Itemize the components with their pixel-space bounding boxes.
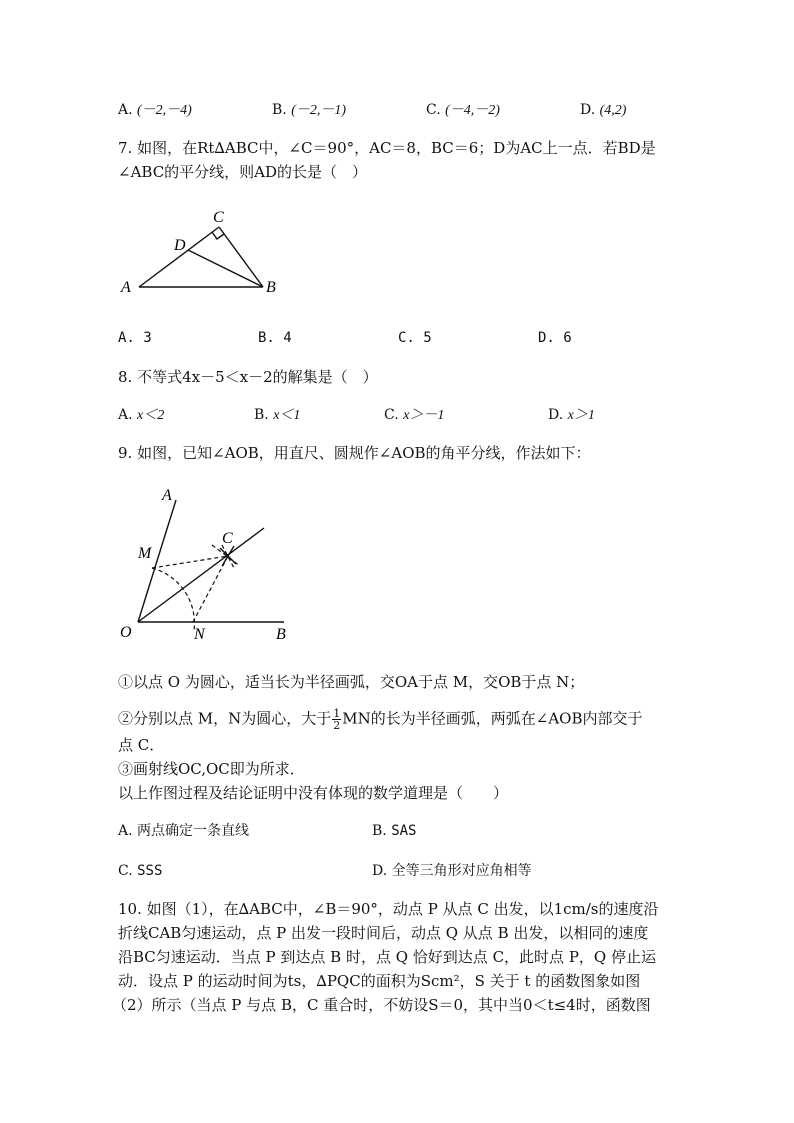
- option-value: SAS: [391, 823, 417, 839]
- option-letter: B.: [254, 407, 269, 423]
- step2-text-before: ②分别以点 M，N为圆心，大于: [118, 709, 332, 728]
- option-value: 3: [143, 330, 152, 346]
- option-value: 4: [283, 330, 292, 346]
- q9-step3: ③画射线OC,OC即为所求．: [118, 760, 305, 778]
- q9-option-b: [372, 821, 417, 841]
- option-value: x＞－1: [403, 408, 445, 423]
- label-n: N: [194, 626, 205, 643]
- q9-step2: [118, 708, 642, 731]
- q9-step1: ①以点 O 为圆心，适当长为半径画弧，交OA于点 M，交OB于点 N；: [118, 673, 585, 691]
- q8-option-c: [384, 405, 444, 426]
- option-value: (－2,－4): [137, 103, 192, 118]
- option-value: (－2,－1): [291, 103, 347, 118]
- option-letter: A.: [118, 407, 133, 423]
- label-c: C: [213, 209, 224, 226]
- q9-question: 以上作图过程及结论证明中没有体现的数学道理是（ ）: [118, 784, 509, 802]
- option-value: SSS: [137, 863, 163, 879]
- q10-line1: 10. 如图（1），在∆ABC中，∠B＝90°，动点 P 从点 C 出发，以1cm/s的速度沿: [118, 900, 659, 918]
- label-b: B: [276, 626, 286, 643]
- q6-option-a: [118, 100, 192, 121]
- q8-option-a: [118, 405, 164, 426]
- step2-text-after: MN的长为半径画弧，两弧在∠AOB内部交于: [342, 709, 643, 728]
- option-value: (4,2): [599, 103, 627, 118]
- fraction-numerator: 1: [333, 707, 341, 720]
- q10-line4: 动．设点 P 的运动时间为ts，∆PQC的面积为Scm²，S 关于 t 的函数图象如图: [118, 972, 641, 990]
- label-b: B: [266, 279, 276, 296]
- option-letter: B.: [272, 102, 287, 118]
- q7-option-c: [398, 328, 432, 348]
- label-a: A: [162, 487, 172, 504]
- option-value: 6: [563, 330, 572, 346]
- q9-step2-line2: 点 C．: [118, 736, 165, 754]
- fraction-one-half: [332, 708, 341, 731]
- q6-option-c: [426, 100, 500, 121]
- fraction-denominator: 2: [333, 719, 341, 732]
- option-letter: C.: [384, 407, 399, 423]
- option-letter: B.: [258, 330, 275, 346]
- q9-option-a: [118, 821, 249, 841]
- option-value: 全等三角形对应角相等: [391, 863, 532, 879]
- q8-option-d: [548, 405, 595, 426]
- q9-option-d: [372, 861, 532, 881]
- option-value: 5: [423, 330, 432, 346]
- q7-option-d: [538, 328, 572, 348]
- q7-option-a: [118, 328, 152, 348]
- option-letter: D.: [372, 863, 388, 879]
- label-a: A: [121, 279, 131, 296]
- cross-mark-1: [220, 548, 236, 564]
- option-letter: C.: [118, 863, 133, 879]
- cross-mark-2: [222, 546, 234, 566]
- option-letter: C.: [398, 330, 415, 346]
- q9-option-c: [118, 861, 162, 881]
- q7-option-b: [258, 328, 292, 348]
- arc-from-n: [222, 545, 234, 568]
- option-letter: A.: [118, 102, 133, 118]
- q6-option-d: [580, 100, 626, 121]
- ray-oc: [138, 528, 264, 622]
- label-d: D: [174, 237, 186, 254]
- arc-mn: [152, 568, 194, 630]
- option-value: x＜2: [137, 408, 165, 423]
- q10-line3: 沿BC匀速运动．当点 P 到达点 B 时，点 Q 恰好到达点 C，此时点 P，Q 停止运: [118, 948, 656, 966]
- option-value: (－4,－2): [445, 103, 500, 118]
- segment-mc: [152, 556, 228, 568]
- option-letter: D.: [548, 407, 564, 423]
- option-letter: A.: [118, 823, 133, 839]
- q7-stem-line2: ∠ABC的平分线，则AD的长是（ ）: [118, 163, 368, 181]
- segment-cb: [219, 227, 263, 287]
- ray-oa: [138, 500, 176, 622]
- option-letter: B.: [372, 823, 387, 839]
- segment-nc: [193, 556, 228, 622]
- q6-option-b: [272, 100, 346, 121]
- option-value: x＜1: [273, 408, 301, 423]
- option-letter: D.: [580, 102, 596, 118]
- q10-line5: （2）所示（当点 P 与点 B，C 重合时，不妨设S＝0，其中当0＜t≤4时，函数图: [112, 996, 651, 1014]
- option-value: 两点确定一条直线: [137, 823, 250, 839]
- option-letter: D.: [538, 330, 555, 346]
- segment-ac: [139, 227, 219, 287]
- right-angle-mark: [212, 232, 224, 239]
- q8-option-b: [254, 405, 300, 426]
- option-value: x＞1: [567, 408, 595, 423]
- label-m: M: [138, 545, 152, 562]
- q10-line2: 折线CAB匀速运动，点 P 出发一段时间后，动点 Q 从点 B 出发，以相同的速度: [118, 924, 649, 942]
- option-letter: C.: [426, 102, 441, 118]
- label-c: C: [222, 530, 233, 547]
- arc-from-m: [212, 545, 240, 566]
- q8-stem: 8. 不等式4x－5＜x－2的解集是（ ）: [118, 368, 378, 386]
- option-letter: A.: [118, 330, 135, 346]
- segment-bd: [188, 250, 263, 287]
- label-o: O: [120, 624, 132, 641]
- q9-stem: 9. 如图，已知∠AOB，用直尺、圆规作∠AOB的角平分线，作法如下：: [118, 444, 591, 462]
- q7-stem-line1: 7. 如图，在Rt∆ABC中，∠C＝90°，AC＝8，BC＝6；D为AC上一点．若BD是: [118, 139, 656, 157]
